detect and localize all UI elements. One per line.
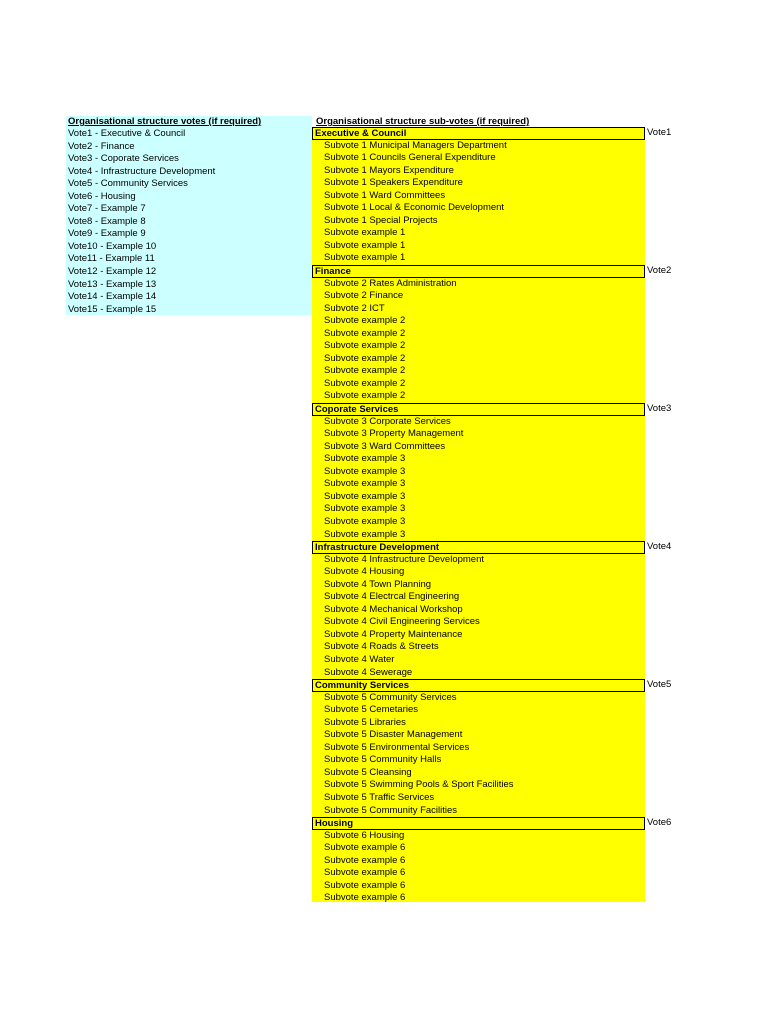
vote-item: Vote7 - Example 7	[68, 203, 146, 215]
subvote-item: Subvote 1 Municipal Managers Department	[324, 139, 507, 151]
subvote-item: Subvote 1 Councils General Expenditure	[324, 152, 496, 164]
subvote-item: Subvote 5 Cleansing	[324, 766, 412, 778]
subvote-item: Subvote example 3	[324, 490, 406, 502]
group-vote-label: Vote6	[647, 817, 672, 829]
group-vote-label: Vote3	[647, 403, 672, 415]
subvote-item: Subvote example 2	[324, 390, 406, 402]
subvote-item: Subvote 4 Roads & Streets	[324, 641, 439, 653]
subvote-item: Subvote 2 ICT	[324, 302, 385, 314]
subvote-item: Subvote example 3	[324, 478, 406, 490]
subvote-item: Subvote 5 Community Facilities	[324, 804, 458, 816]
subvote-item: Subvote example 2	[324, 365, 406, 377]
subvote-item: Subvote example 6	[324, 867, 406, 879]
subvote-item: Subvote example 3	[324, 465, 406, 477]
subvote-item: Subvote example 6	[324, 842, 406, 854]
vote-item: Vote10 - Example 10	[68, 240, 157, 252]
subvote-item: Subvote example 2	[324, 352, 406, 364]
subvote-item: Subvote 5 Community Services	[324, 691, 457, 703]
subvote-item: Subvote 5 Libraries	[324, 716, 406, 728]
subvote-item: Subvote 4 Civil Engineering Services	[324, 616, 480, 628]
vote-item: Vote4 - Infrastructure Development	[68, 165, 216, 177]
subvote-item: Subvote example 1	[324, 239, 406, 251]
subvote-item: Subvote example 2	[324, 340, 406, 352]
vote-item: Vote14 - Example 14	[68, 291, 157, 303]
subvote-item: Subvote 3 Ward Committees	[324, 440, 446, 452]
subvote-item: Subvote 4 Infrastructure Development	[324, 553, 485, 565]
group-title: Housing	[312, 817, 645, 830]
subvote-item: Subvote 1 Speakers Expenditure	[324, 177, 463, 189]
group-vote-label: Vote4	[647, 541, 672, 553]
subvote-item: Subvote 5 Cemetaries	[324, 704, 418, 716]
vote-item: Vote11 - Example 11	[68, 253, 155, 265]
vote-item: Vote3 - Coporate Services	[68, 153, 179, 165]
group-title: Coporate Services	[312, 403, 645, 416]
subvote-item: Subvote example 3	[324, 528, 406, 540]
vote-item: Vote2 - Finance	[68, 140, 135, 152]
subvote-item: Subvote 5 Swimming Pools & Sport Facilities	[324, 779, 514, 791]
subvote-item: Subvote 5 Traffic Services	[324, 791, 435, 803]
subvote-item: Subvote example 6	[324, 892, 406, 904]
vote-item: Vote8 - Example 8	[68, 215, 146, 227]
subvote-item: Subvote 6 Housing	[324, 829, 405, 841]
group-title: Infrastructure Development	[312, 541, 645, 554]
subvote-item: Subvote example 2	[324, 315, 406, 327]
subvote-item: Subvote 4 Town Planning	[324, 578, 432, 590]
subvote-item: Subvote example 3	[324, 503, 406, 515]
subvote-item: Subvote 4 Mechanical Workshop	[324, 603, 463, 615]
vote-item: Vote6 - Housing	[68, 190, 136, 202]
subvote-item: Subvote 4 Property Maintenance	[324, 628, 463, 640]
subvote-item: Subvote 1 Ward Committees	[324, 189, 446, 201]
group-vote-label: Vote1	[647, 127, 672, 138]
group-title: Executive & Council	[312, 127, 645, 140]
subvote-item: Subvote 4 Water	[324, 653, 395, 665]
subvote-item: Subvote example 6	[324, 879, 406, 891]
subvote-groups	[312, 127, 645, 905]
subvote-item: Subvote example 2	[324, 327, 406, 339]
subvote-item: Subvote 5 Community Halls	[324, 754, 442, 766]
vote-list	[68, 128, 215, 316]
votes-header: Organisational structure votes (if required)	[68, 116, 262, 127]
group-vote-label: Vote5	[647, 679, 672, 691]
subvote-item: Subvote 2 Finance	[324, 290, 404, 302]
vote-item: Vote13 - Example 13	[68, 278, 157, 290]
subvote-item: Subvote 2 Rates Administration	[324, 277, 457, 289]
subvote-item: Subvote 5 Disaster Management	[324, 729, 463, 741]
vote-item: Vote9 - Example 9	[68, 228, 146, 240]
subvote-item: Subvote example 1	[324, 227, 406, 239]
subvotes-header: Organisational structure sub-votes (if required)	[316, 116, 530, 127]
subvote-item: Subvote example 2	[324, 377, 406, 389]
subvote-item: Subvote 4 Housing	[324, 566, 405, 578]
vote-item: Vote1 - Executive & Council	[68, 128, 186, 139]
subvote-item: Subvote 3 Corporate Services	[324, 415, 451, 427]
subvote-item: Subvote 1 Special Projects	[324, 214, 438, 226]
vote-item: Vote15 - Example 15	[68, 303, 157, 315]
subvote-item: Subvote example 6	[324, 854, 406, 866]
subvote-item: Subvote 3 Property Management	[324, 428, 464, 440]
subvote-item: Subvote example 3	[324, 453, 406, 465]
subvote-item: Subvote 5 Environmental Services	[324, 741, 470, 753]
group-title: Community Services	[312, 679, 645, 692]
group-vote-label: Vote2	[647, 265, 672, 277]
subvote-item: Subvote 4 Sewerage	[324, 666, 413, 678]
vote-item: Vote5 - Community Services	[68, 178, 188, 190]
subvote-item: Subvote example 1	[324, 252, 406, 264]
subvote-item: Subvote example 3	[324, 515, 406, 527]
subvote-item: Subvote 4 Electrcal Engineering	[324, 591, 460, 603]
vote-item: Vote12 - Example 12	[68, 266, 157, 278]
subvote-item: Subvote 1 Mayors Expenditure	[324, 164, 454, 176]
subvote-item: Subvote 1 Local & Economic Development	[324, 202, 505, 214]
group-title: Finance	[312, 265, 645, 278]
